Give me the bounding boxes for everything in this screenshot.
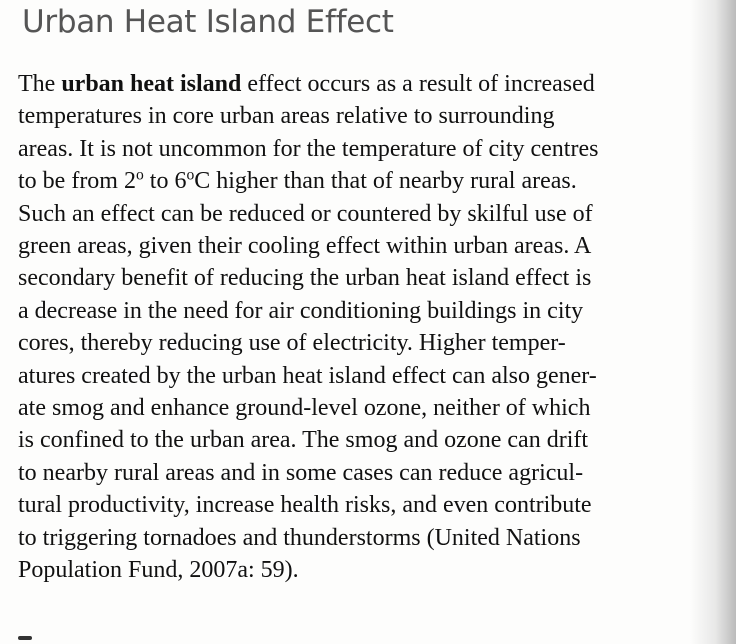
paragraph-line-11: ate smog and enhance ground-level ozone, neither of which (18, 395, 591, 422)
section-heading: Urban Heat Island Effect (22, 4, 394, 40)
line-1-prefix: The (18, 71, 62, 97)
line-4-part-a: to be from 2 (18, 168, 136, 195)
paragraph-line-4 (18, 165, 698, 197)
paragraph-line-14: tural productivity, increase health risks, and even contribute (18, 492, 592, 519)
paragraph-line-15: to triggering tornadoes and thunderstorms (United Nations (18, 524, 581, 551)
line-4-part-b: to 6 (143, 168, 187, 195)
body-paragraph (18, 68, 698, 587)
line-1-suffix: effect occurs as a result of increased (241, 71, 595, 97)
paragraph-line-3: areas. It is not uncommon for the temperature of city centres (18, 135, 599, 162)
paragraph-line-1 (18, 68, 698, 100)
line-4-part-c: C higher than that of nearby rural areas. (194, 168, 577, 195)
cut-off-next-line (18, 636, 32, 640)
paragraph-line-2: temperatures in core urban areas relative to surrounding (18, 103, 555, 130)
paragraph-line-6: green areas, given their cooling effect within urban areas. A (18, 233, 592, 260)
degree-mark: o (186, 166, 195, 184)
paragraph-line-7: secondary benefit of reducing the urban heat island effect is (18, 265, 592, 292)
paragraph-line-5: Such an effect can be reduced or countered by skilful use of (18, 200, 593, 227)
paragraph-line-13: to nearby rural areas and in some cases can reduce agricul- (18, 459, 584, 486)
paragraph-line-9: cores, thereby reducing use of electricity. Higher temper- (18, 330, 566, 357)
paragraph-line-12: is confined to the urban area. The smog and ozone can drift (18, 427, 589, 454)
paragraph-line-8: a decrease in the need for air conditioning buildings in city (18, 297, 584, 324)
paragraph-line-10: atures created by the urban heat island effect can also gener- (18, 362, 597, 389)
paragraph-line-16: Population Fund, 2007a: 59). (18, 557, 299, 584)
degree-mark: o (135, 166, 144, 184)
key-term: urban heat island (61, 71, 242, 97)
